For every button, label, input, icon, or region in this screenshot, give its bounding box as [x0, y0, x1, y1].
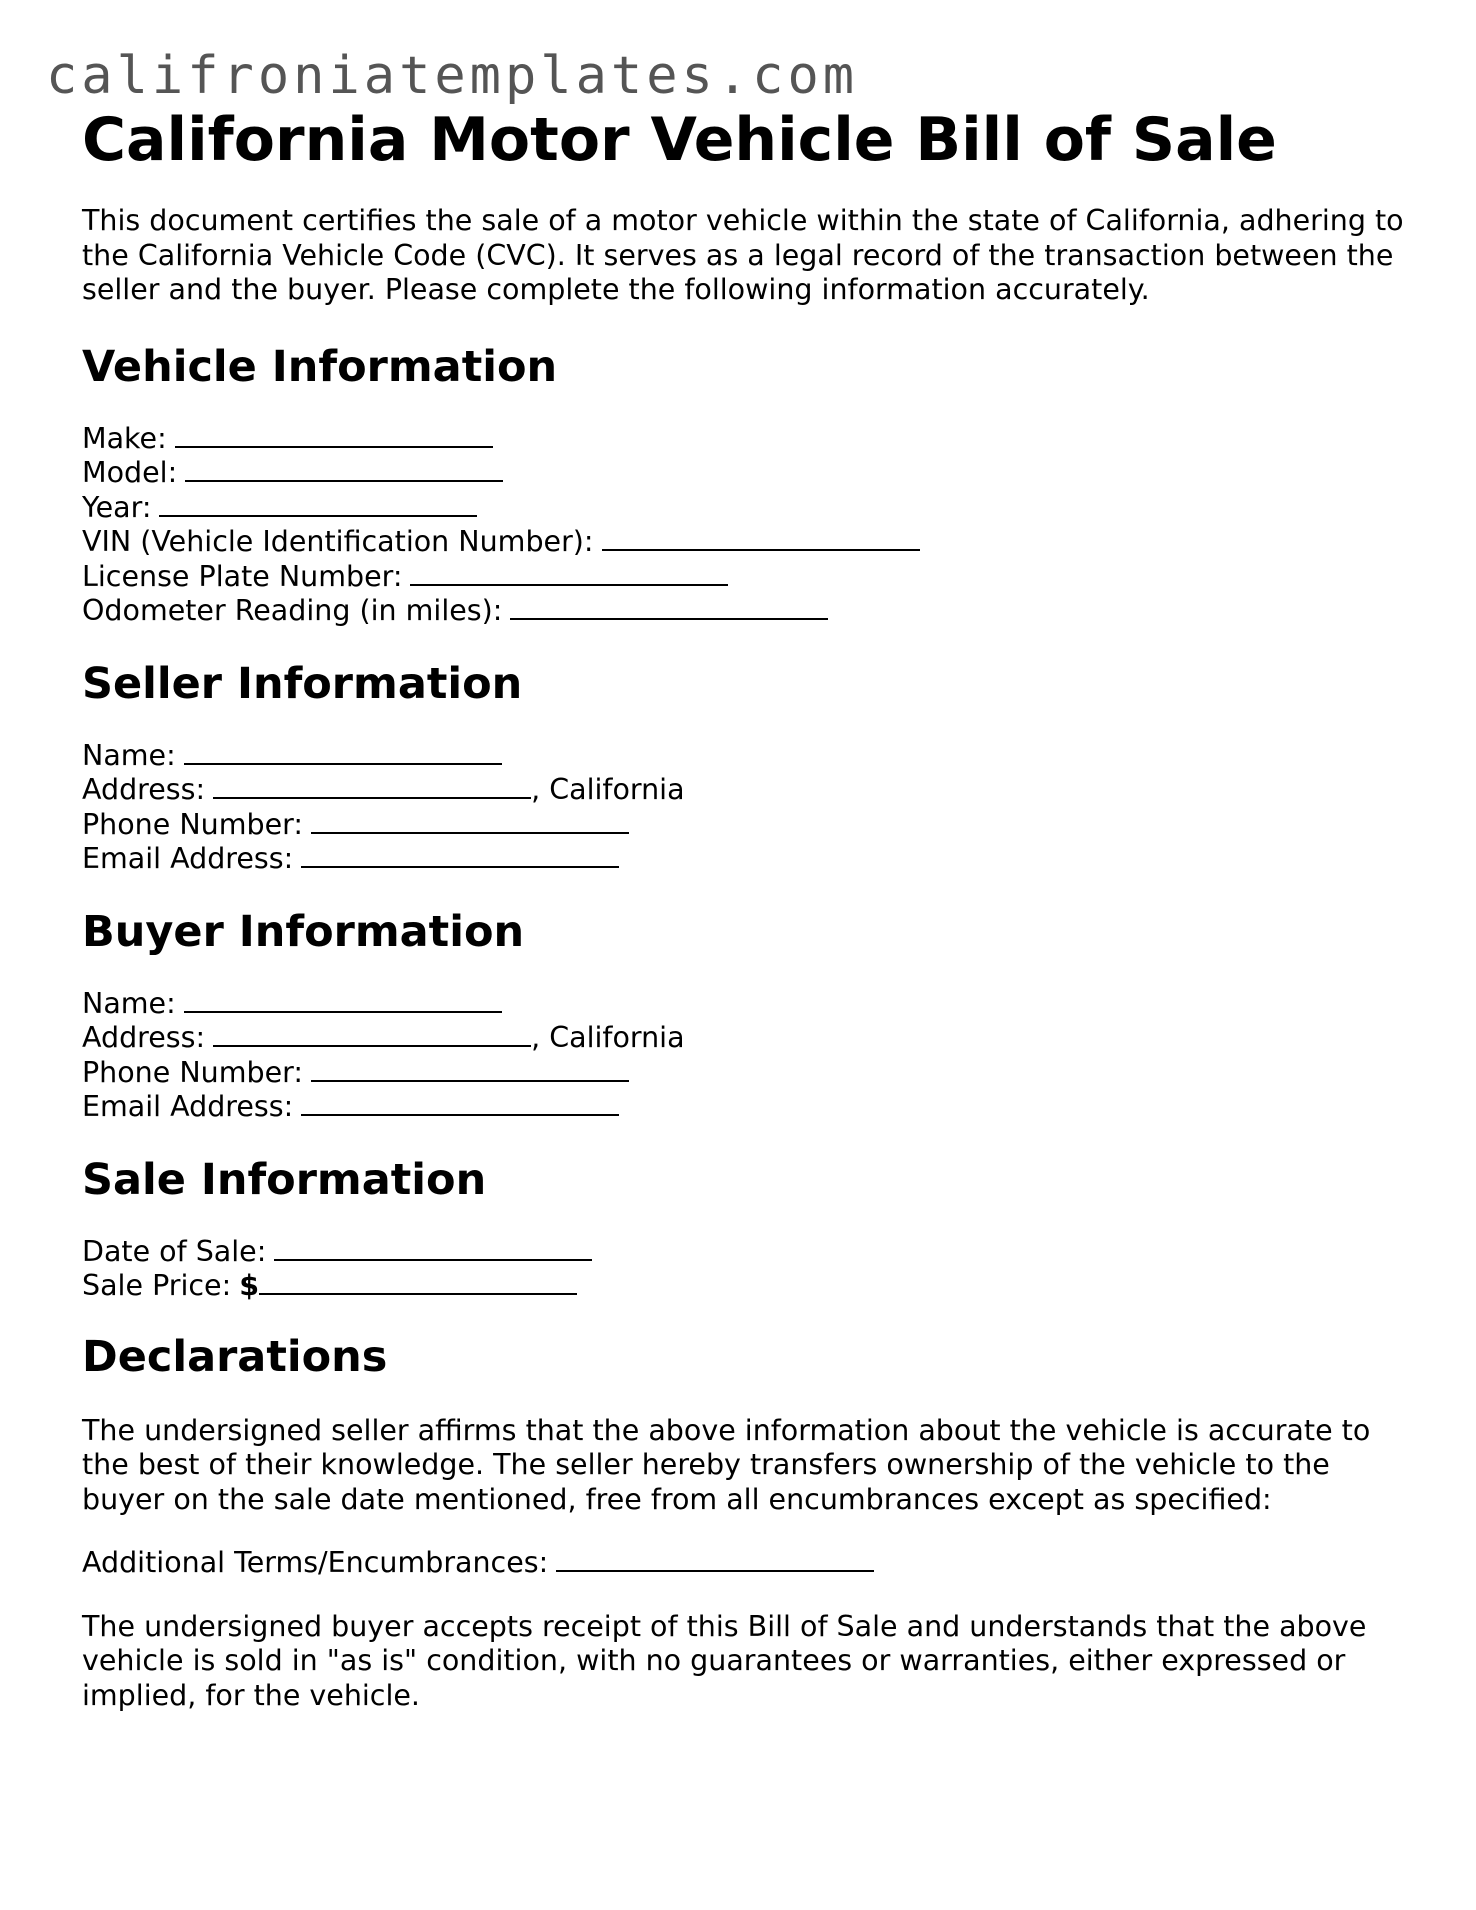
additional-terms-blank[interactable] — [556, 1546, 874, 1572]
vin-blank[interactable] — [602, 525, 920, 551]
plate-field — [82, 560, 1412, 595]
seller-address-field — [82, 773, 1412, 808]
document-title: California Motor Vehicle Bill of Sale — [82, 105, 1277, 175]
buyer-name-label: Name: — [82, 986, 176, 1020]
seller-name-field — [82, 739, 1412, 774]
odometer-field — [82, 594, 1412, 629]
seller-address-label: Address: — [82, 773, 206, 806]
odometer-label: Odometer Reading (in miles): — [82, 594, 503, 627]
buyer-state-suffix: , California — [531, 1021, 685, 1054]
sale-date-blank[interactable] — [274, 1235, 592, 1261]
plate-blank[interactable] — [410, 560, 728, 586]
year-label: Year: — [82, 490, 152, 524]
document-body — [82, 98, 1412, 1713]
vehicle-fields — [82, 422, 1412, 629]
buyer-phone-field — [82, 1056, 1412, 1091]
buyer-fields — [82, 987, 1412, 1125]
vin-label: VIN (Vehicle Identification Number): — [82, 525, 594, 558]
seller-state-suffix: , California — [531, 773, 685, 806]
buyer-address-label: Address: — [82, 1021, 206, 1054]
seller-email-label: Email Address: — [82, 842, 294, 875]
buyer-email-blank[interactable] — [301, 1090, 619, 1116]
seller-affirmation-paragraph: The undersigned seller affirms that the above information about the vehicle is accurate to the best of their knowledge. The seller hereby transfers ownership of the vehicle to the buyer on the sale date mentioned, free from all encumbrances except as specified: — [82, 1413, 1371, 1516]
odometer-blank[interactable] — [510, 594, 828, 620]
seller-phone-label: Phone Number: — [82, 807, 303, 841]
buyer-name-blank[interactable] — [184, 987, 502, 1013]
seller-name-blank[interactable] — [184, 739, 502, 765]
sale-fields — [82, 1235, 1412, 1304]
buyer-email-field — [82, 1090, 1412, 1125]
seller-section-heading: Seller Information — [82, 658, 523, 709]
buyer-email-label: Email Address: — [82, 1090, 294, 1123]
sale-price-blank[interactable] — [259, 1269, 577, 1295]
vehicle-section-heading: Vehicle Information — [82, 341, 558, 392]
sale-section-heading: Sale Information — [82, 1154, 487, 1205]
year-blank[interactable] — [159, 491, 477, 517]
seller-name-label: Name: — [82, 738, 176, 772]
make-blank[interactable] — [175, 422, 493, 448]
buyer-address-blank[interactable] — [213, 1021, 531, 1047]
sale-date-label: Date of Sale: — [82, 1234, 267, 1268]
seller-email-blank[interactable] — [301, 842, 619, 868]
model-label: Model: — [82, 456, 178, 489]
make-field — [82, 422, 1412, 457]
model-blank[interactable] — [185, 456, 503, 482]
seller-email-field — [82, 842, 1412, 877]
sale-price-label: Sale Price: — [82, 1269, 232, 1302]
plate-label: License Plate Number: — [82, 559, 403, 593]
intro-paragraph: This document certifies the sale of a motor vehicle within the state of California, adhering to the California Vehicle Code (CVC). It serves as a legal record of the transaction between the seller and the buyer. Please complete the following information accurately. — [82, 204, 1404, 306]
seller-address-blank[interactable] — [213, 773, 531, 799]
additional-terms-label: Additional Terms/Encumbrances: — [82, 1546, 549, 1579]
additional-terms-field — [82, 1546, 1412, 1581]
buyer-name-field — [82, 987, 1412, 1022]
sale-price-field — [82, 1269, 1412, 1304]
sale-date-field — [82, 1235, 1412, 1270]
buyer-acceptance-paragraph: The undersigned buyer accepts receipt of this Bill of Sale and understands that the above vehicle is sold in "as is" condition, with no guarantees or warranties, either expressed or implied, for the vehicle. — [82, 1609, 1367, 1712]
make-label: Make: — [82, 421, 167, 455]
buyer-phone-label: Phone Number: — [82, 1055, 303, 1089]
vin-field — [82, 525, 1412, 560]
buyer-address-field — [82, 1021, 1412, 1056]
buyer-section-heading: Buyer Information — [82, 906, 525, 957]
buyer-phone-blank[interactable] — [311, 1056, 629, 1082]
seller-fields — [82, 739, 1412, 877]
watermark: califroniatemplates.com — [46, 46, 859, 106]
model-field — [82, 456, 1412, 491]
seller-phone-field — [82, 808, 1412, 843]
currency-symbol: $ — [239, 1269, 260, 1302]
seller-phone-blank[interactable] — [311, 808, 629, 834]
year-field — [82, 491, 1412, 526]
declarations-section-heading: Declarations — [82, 1331, 388, 1382]
